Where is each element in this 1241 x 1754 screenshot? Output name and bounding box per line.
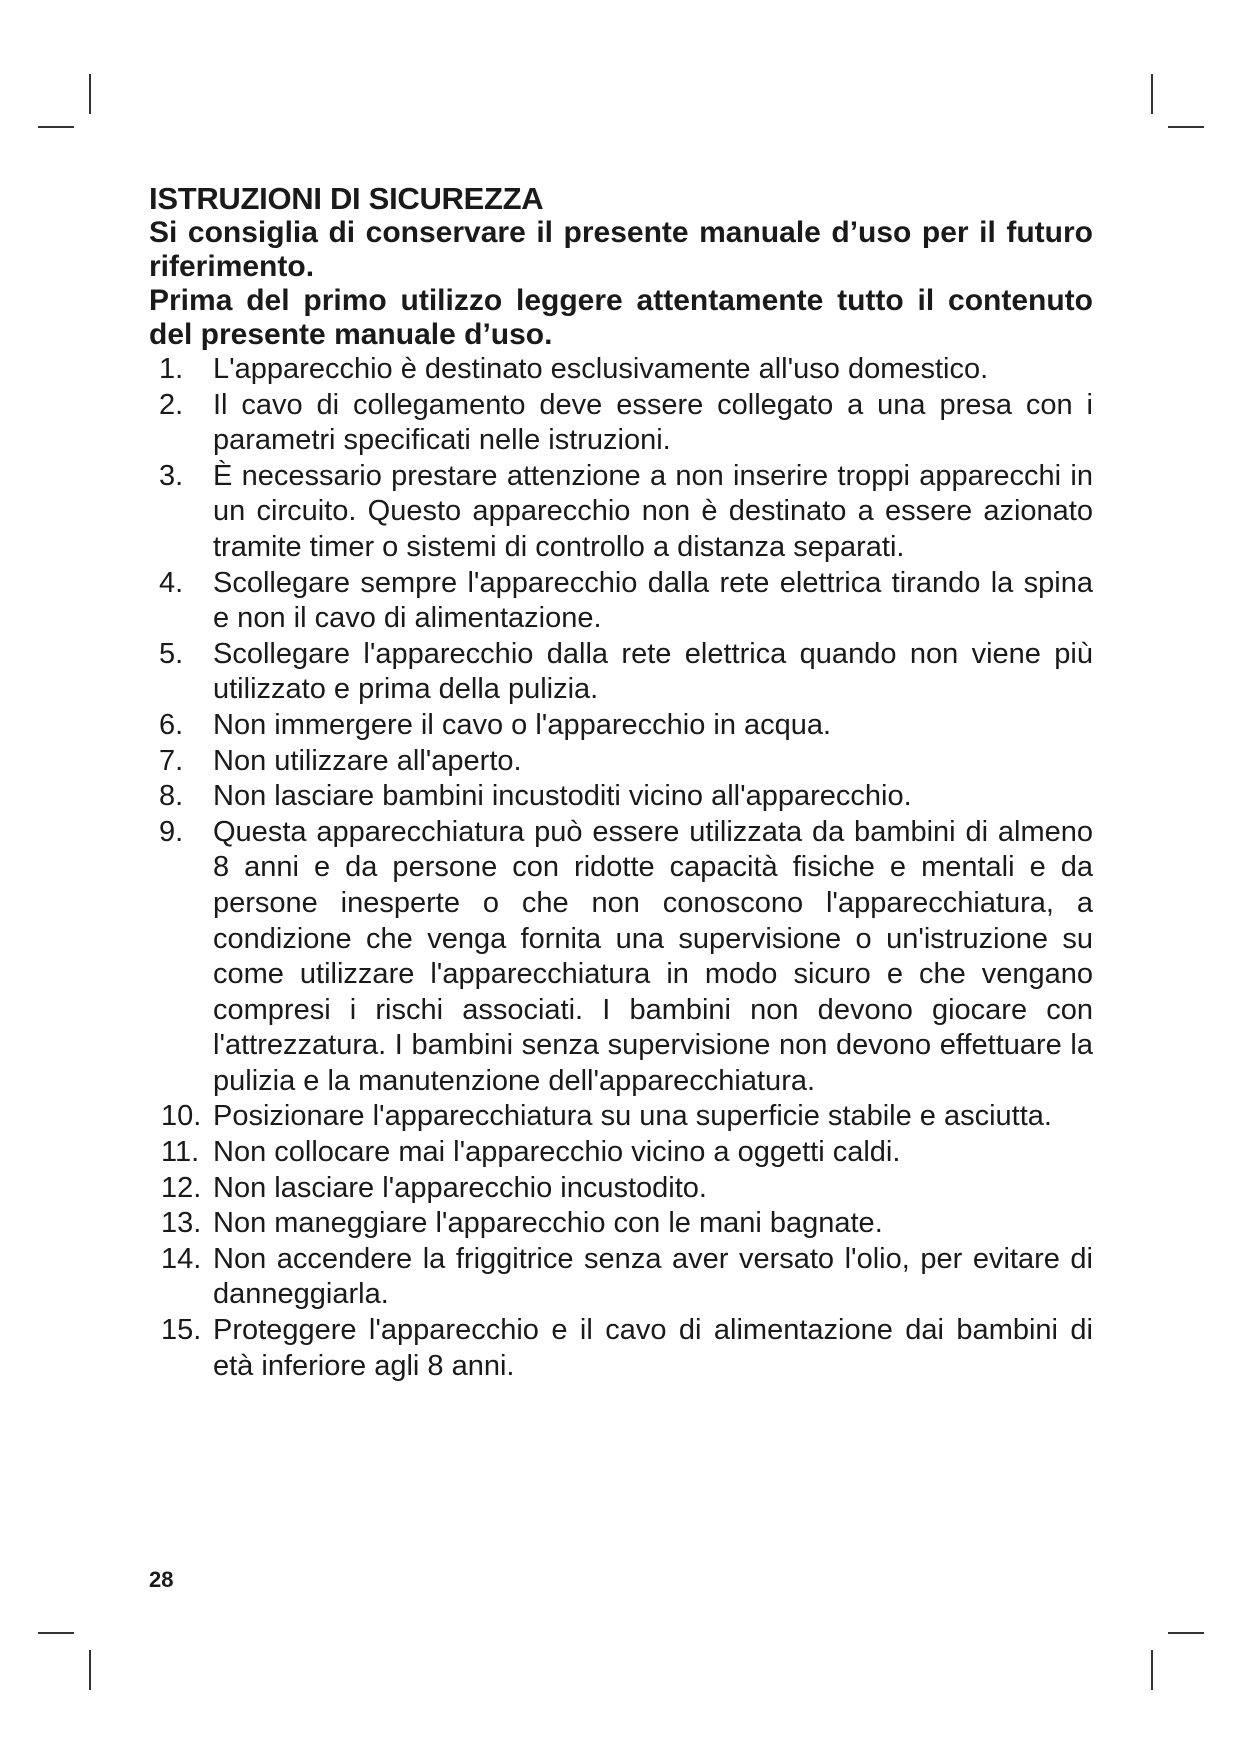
item-number: 11.	[161, 1136, 200, 1169]
item-number: 13.	[161, 1207, 202, 1240]
safety-instructions	[149, 182, 1093, 1384]
item-number: 15.	[161, 1314, 202, 1347]
item-text: Non utilizzare all'aperto.	[213, 744, 522, 777]
crop-mark	[89, 1650, 91, 1690]
list-item	[149, 708, 1093, 744]
list-item	[149, 1171, 1093, 1207]
crop-mark	[38, 1632, 74, 1634]
item-number: 3.	[159, 459, 184, 492]
item-text: Non accendere la friggitrice senza aver versato l'olio, per evitare di danneggiarla.	[213, 1242, 1093, 1311]
item-number: 9.	[159, 815, 184, 848]
item-number: 12.	[161, 1171, 202, 1204]
item-text: Il cavo di collegamento deve essere collegato a una presa con i parametri specificati nelle istruzioni.	[213, 388, 1093, 457]
item-number: 8.	[159, 780, 184, 813]
crop-mark	[1168, 1632, 1204, 1634]
intro-paragraph: Si consiglia di conservare il presente manuale d’uso per il futuro riferimento.	[149, 216, 1093, 283]
list-item	[149, 744, 1093, 780]
list-item	[149, 779, 1093, 815]
item-text: Non maneggiare l'apparecchio con le mani bagnate.	[213, 1207, 883, 1240]
item-text: Posizionare l'apparecchiatura su una superficie stabile e asciutta.	[213, 1100, 1052, 1133]
list-item	[149, 352, 1093, 388]
crop-mark	[1151, 1650, 1153, 1690]
list-item	[149, 815, 1093, 1100]
list-item	[149, 1242, 1093, 1313]
instructions-list	[149, 352, 1093, 1384]
list-item	[149, 1099, 1093, 1135]
item-text: È necessario prestare attenzione a non inserire troppi apparecchi in un circuito. Questo apparecchio non è destinato a essere azionato tramite timer o sistemi di controllo a distanza separati.	[213, 459, 1093, 563]
item-number: 2.	[159, 388, 184, 421]
list-item	[149, 388, 1093, 459]
item-number: 6.	[159, 708, 184, 741]
intro-paragraph: Prima del primo utilizzo leggere attentamente tutto il contenuto del presente manuale d’uso.	[149, 284, 1093, 351]
item-text: Proteggere l'apparecchio e il cavo di alimentazione dai bambini di età inferiore agli 8 anni.	[213, 1314, 1093, 1382]
page-title: ISTRUZIONI DI SICUREZZA	[149, 181, 544, 216]
item-text: Non lasciare bambini incustoditi vicino all'apparecchio.	[213, 780, 912, 813]
crop-mark	[89, 74, 91, 114]
item-number: 10.	[161, 1100, 202, 1133]
item-text: Non immergere il cavo o l'apparecchio in acqua.	[213, 708, 832, 741]
item-number: 4.	[159, 566, 184, 599]
list-item	[149, 1313, 1093, 1384]
item-text: Scollegare sempre l'apparecchio dalla rete elettrica tirando la spina e non il cavo di alimentazione.	[213, 566, 1093, 635]
item-text: Non collocare mai l'apparecchio vicino a oggetti caldi.	[213, 1136, 901, 1169]
item-number: 7.	[159, 744, 184, 777]
item-text: Questa apparecchiatura può essere utilizzata da bambini di almeno 8 anni e da persone con ridotte capacità fisiche e mentali e da persone inesperte o che non conoscono l'apparecchiatura, a condizione che venga fornita una supervisione o un'istruzione su come utilizzare l'apparecchiatura in modo sicuro e che vengano compresi i rischi associati. I bambini non devono giocare con l'attrezzatura. I bambini senza supervisione non devono effettuare la pulizia e la manutenzione dell'apparecchiatura.	[213, 815, 1093, 1097]
crop-mark	[38, 126, 74, 128]
item-number: 1.	[159, 353, 184, 385]
crop-mark	[1151, 74, 1153, 114]
page-number: 28	[149, 1567, 174, 1592]
item-text: Non lasciare l'apparecchio incustodito.	[213, 1171, 707, 1204]
item-number: 14.	[161, 1242, 202, 1275]
list-item	[149, 637, 1093, 708]
list-item	[149, 459, 1093, 566]
list-item	[149, 1135, 1093, 1171]
list-item	[149, 1206, 1093, 1242]
list-item	[149, 566, 1093, 637]
item-number: 5.	[159, 637, 184, 670]
item-text: Scollegare l'apparecchio dalla rete elettrica quando non viene più utilizzato e prima della pulizia.	[213, 637, 1093, 706]
item-text: L'apparecchio è destinato esclusivamente all'uso domestico.	[213, 353, 989, 385]
crop-mark	[1168, 126, 1204, 128]
